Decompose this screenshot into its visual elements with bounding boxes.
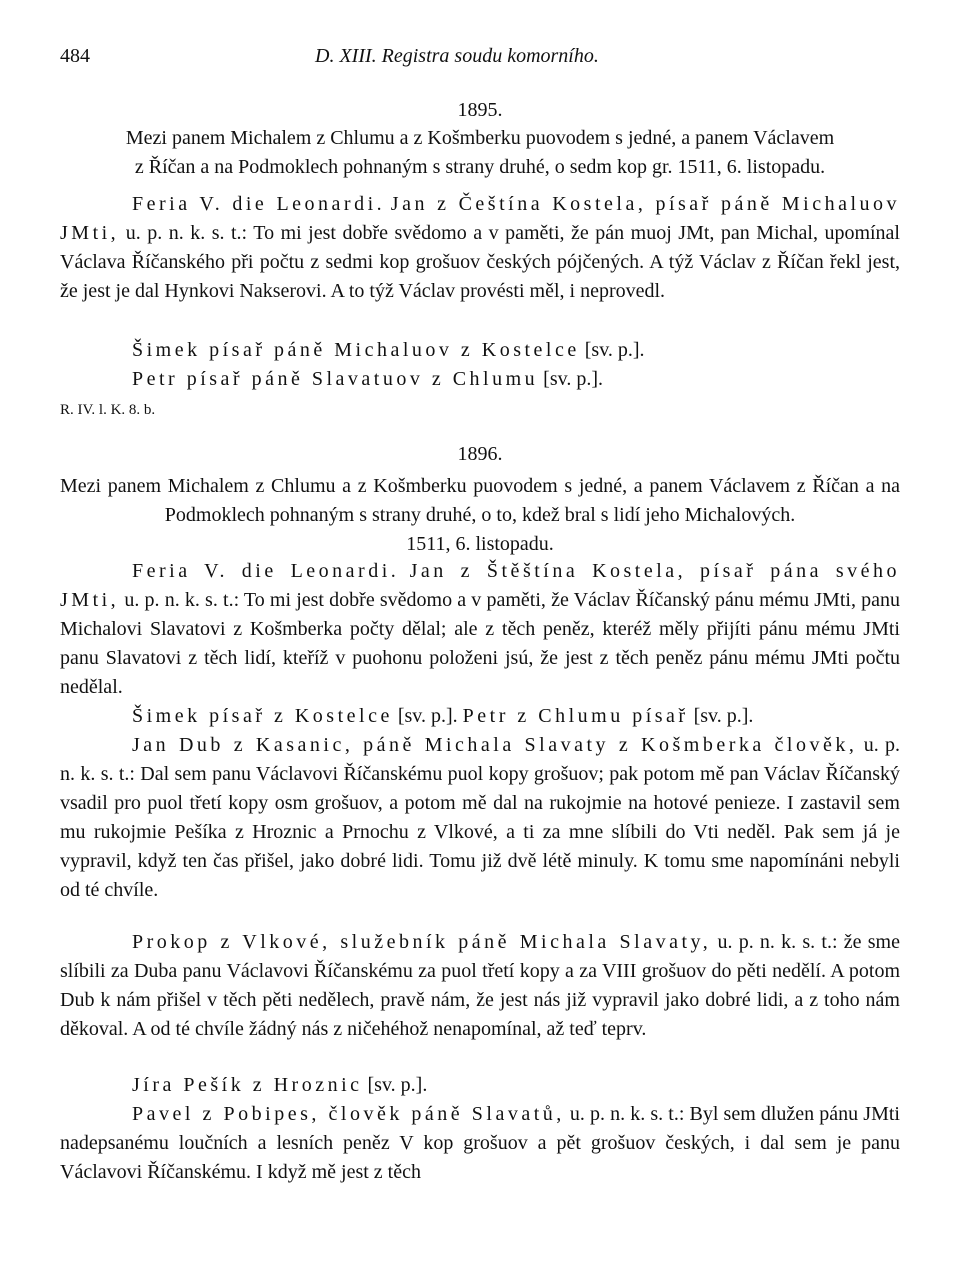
summary-date: 1511, 6. listopadu. (406, 533, 554, 555)
witness-name: Pavel z Pobipes, člověk páně Slavatů, (132, 1103, 565, 1125)
witness-name: Jan z Štěštína Kostela, písař pána svého JMti, (60, 560, 901, 611)
testimony-text: u. p. n. k. s. t.: Dal sem panu Václavovi Říčanskému puol kopy grošuov; pak potom mě pan Václav Říčanský vsadil pro puol třetí kopy osm grošuov, a potom mě dal na rukojmie na hotové penieze. I zastavil sem mu rukojmie Pešíka z Hroznic a Prnochu z Vlkové, a ti za mne slíbili do Vti neděl. Pak sem já je vypravil, když ten čas přišel, jako dobré lidi. Tomu již dvě létě minuly. K tomu sme napomínáni nebyli od té chvíle. (60, 734, 900, 901)
signer-name: Petr písař páně Slavatuov z Chlumu (132, 368, 539, 390)
testimony-text: u. p. n. k. s. t.: To mi jest dobře svědomo a v paměti, že Václav Říčanský pánu mému JMti, panu Michalovi Slavatovi z Košmberka počty dělal; ale z těch peněz, kteréž měly přijíti pánu mému JMti panu Slavatovi z těch lidí, kteříž v puohonu položeni jsú, že jest z těch peněz pánu mému JMti počtu nedělal. (60, 589, 900, 698)
witness-1-testimony (60, 557, 900, 702)
summary-text: Mezi panem Michalem z Chlumu a z Košmberku puovodem s jedné, a panem Václavem z Říčan a na Podmoklech pohnaným s strany druhé, o to, kdež bral s lidí jeho Michalových. (60, 475, 900, 526)
witness-name: Jan Dub z Kasanic, páně Michala Slavaty z Košmberka člověk, (132, 734, 858, 756)
source-reference: R. IV. l. K. 8. b. (60, 402, 156, 418)
entry-1895-summary (60, 124, 900, 182)
seal-note: [sv. p.]. (538, 368, 603, 390)
page-number: 484 (60, 45, 90, 67)
summary-line: z Říčan a na Podmoklech pohnaným s strany druhé, o sedm kop gr. 1511, 6. listopadu. (134, 156, 826, 178)
entry-number-1895: 1895. (457, 99, 503, 121)
witness-name: Jíra Pešík z Hroznic (132, 1074, 363, 1096)
witness-5-testimony (60, 1100, 900, 1187)
witness-name: Prokop z Vlkové, služebník páně Michala Slavaty, (132, 931, 712, 953)
entry-number-1896: 1896. (457, 443, 503, 465)
date-formula: Feria V. die Leonardi. (132, 193, 386, 215)
page-header (60, 42, 900, 72)
testimony-text: u. p. n. k. s. t.: To mi jest dobře svědomo a v paměti, že pán muoj JMt, pan Michal, upomínal Václava Říčanského při počtu z sedmi kop grošuov českých pójčených. A týž Václav z Říčan řekl jest, že jest je dal Hynkovi Nakserovi. A to týž Václav provésti měl, i neprovedl. (60, 222, 900, 302)
signature-line (60, 365, 900, 394)
summary-line: Mezi panem Michalem z Chlumu a z Košmberku puovodem s jedné, a panem Václavem (125, 127, 835, 149)
signer-name: Petr z Chlumu písař (462, 705, 689, 727)
signature-line (60, 336, 900, 365)
signature-line (60, 1071, 900, 1100)
seal-note: [sv. p.]. (579, 339, 645, 361)
witness-2-testimony (60, 731, 900, 905)
witness-3-testimony (60, 928, 900, 1044)
seal-note: [sv. p.]. (392, 705, 463, 727)
date-formula: Feria V. die Leonardi. (132, 560, 400, 582)
signer-name: Šimek písař páně Michaluov z Kostelce (132, 339, 580, 361)
entry-1895-testimony (60, 190, 900, 306)
signer-name: Šimek písař z Kostelce (132, 705, 393, 727)
signature-line (60, 702, 900, 731)
testimony-text: u. p. n. k. s. t.: že sme slíbili za Duba panu Václavovi Říčanskému za puol třetí kopy a za VIII grošuov do pěti nedělí. A potom Dub k nám přišel v těch pěti nedělech, pravě nám, že jest nás již vypravil jako dobré lidi, a z toho nám děkoval. A od té chvíle žádný nás z ničehéhož nenapomínal, až teď teprv. (60, 931, 900, 1040)
seal-note: [sv. p.]. (362, 1074, 428, 1096)
witness-name: Jan z Češtína Kostela, písař páně Michaluov JMti, (60, 193, 901, 244)
testimony-text: u. p. n. k. s. t.: Byl sem dlužen pánu JMti nadepsanému loučních a lesních peněz V kop grošuov a pět grošuov českých, i dal sem je panu Václavovi Říčanskému. I když mě jest z těch (60, 1103, 900, 1183)
entry-1896-summary (60, 472, 900, 559)
seal-note: [sv. p.]. (688, 705, 754, 727)
running-title: D. XIII. Registra soudu komorního. (315, 45, 599, 67)
